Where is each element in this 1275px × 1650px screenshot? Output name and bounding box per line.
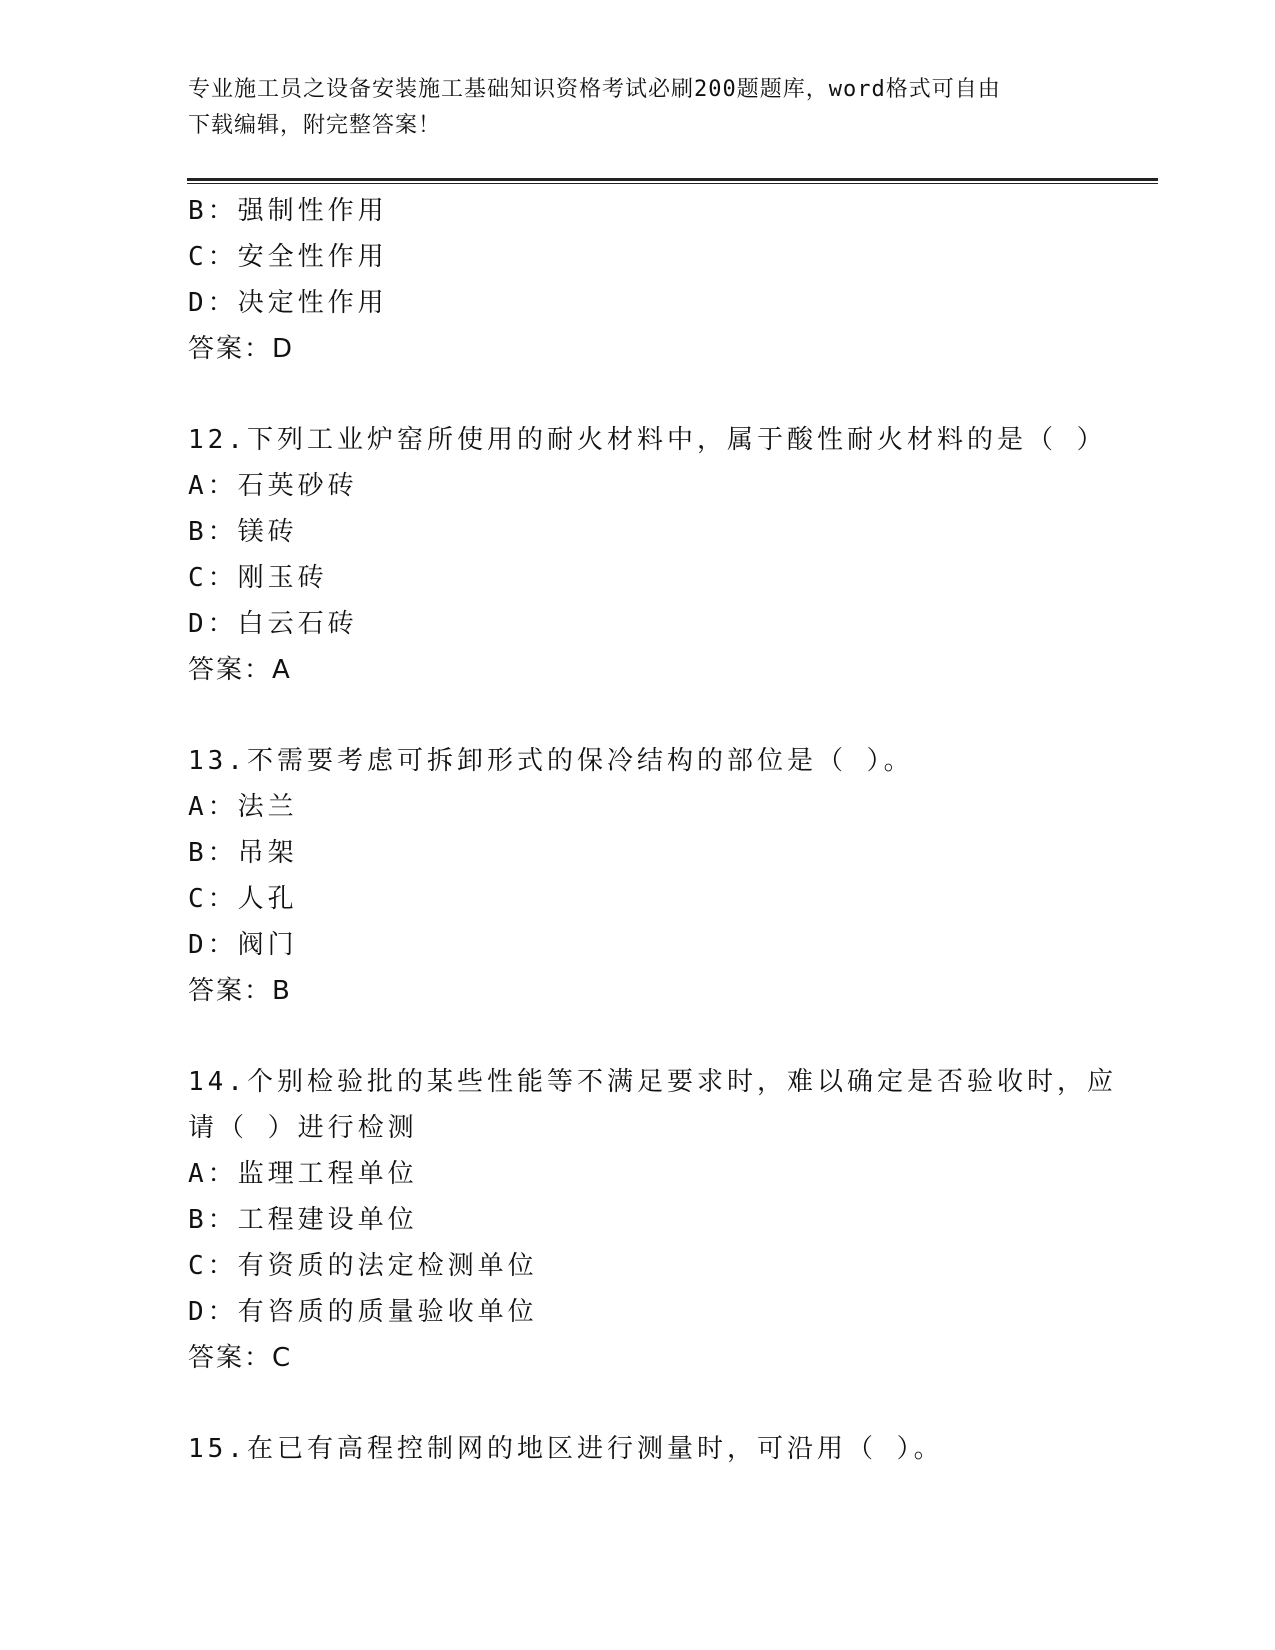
header-divider-thick [187,178,1158,181]
answer-line: 答案：B [188,976,292,1006]
spacer [188,1014,1088,1059]
option-c: C：人孔 [188,884,298,914]
option-a: A：监理工程单位 [188,1159,418,1189]
option-b: B：镁砖 [188,517,298,547]
question-text-line-2: 请（ ）进行检测 [188,1113,418,1143]
question-list [188,188,1117,1472]
question-text: 13.不需要考虑可拆卸形式的保冷结构的部位是（ ）。 [188,746,914,776]
question-text: 12.下列工业炉窑所使用的耐火材料中，属于酸性耐火材料的是（ ） [188,425,1107,455]
spacer [188,372,1088,417]
option-d: D：白云石砖 [188,609,358,639]
option-a: A：石英砂砖 [188,471,358,501]
answer-line: 答案：C [188,1343,293,1373]
question-text-line-1: 14.个别检验批的某些性能等不满足要求时，难以确定是否验收时，应 [188,1067,1117,1097]
question-11-block [188,188,1088,372]
question-12-block [188,417,1107,693]
option-d: D：有咨质的质量验收单位 [188,1297,538,1327]
header-line-2: 下载编辑，附完整答案！ [188,113,442,138]
option-d: D：决定性作用 [188,288,388,318]
question-14-block [188,1059,1117,1381]
option-b: B：工程建设单位 [188,1205,418,1235]
option-b: B：强制性作用 [188,196,388,226]
header-line-1: 专业施工员之设备安装施工基础知识资格考试必刷200题题库，word格式可自由 [188,77,1001,102]
header-divider-thin [187,183,1158,184]
option-c: C：刚玉砖 [188,563,328,593]
question-text: 15.在已有高程控制网的地区进行测量时，可沿用（ ）。 [188,1434,944,1464]
option-b: B：吊架 [188,838,298,868]
option-c: C：有资质的法定检测单位 [188,1251,538,1281]
answer-line: 答案：D [188,334,295,364]
question-13-block [188,738,1088,1014]
spacer [188,693,1088,738]
question-15-block [188,1426,1088,1472]
option-c: C：安全性作用 [188,242,388,272]
page-header [188,72,1068,144]
spacer [188,1381,1088,1426]
option-d: D：阀门 [188,930,298,960]
option-a: A：法兰 [188,792,298,822]
answer-line: 答案：A [188,655,292,685]
